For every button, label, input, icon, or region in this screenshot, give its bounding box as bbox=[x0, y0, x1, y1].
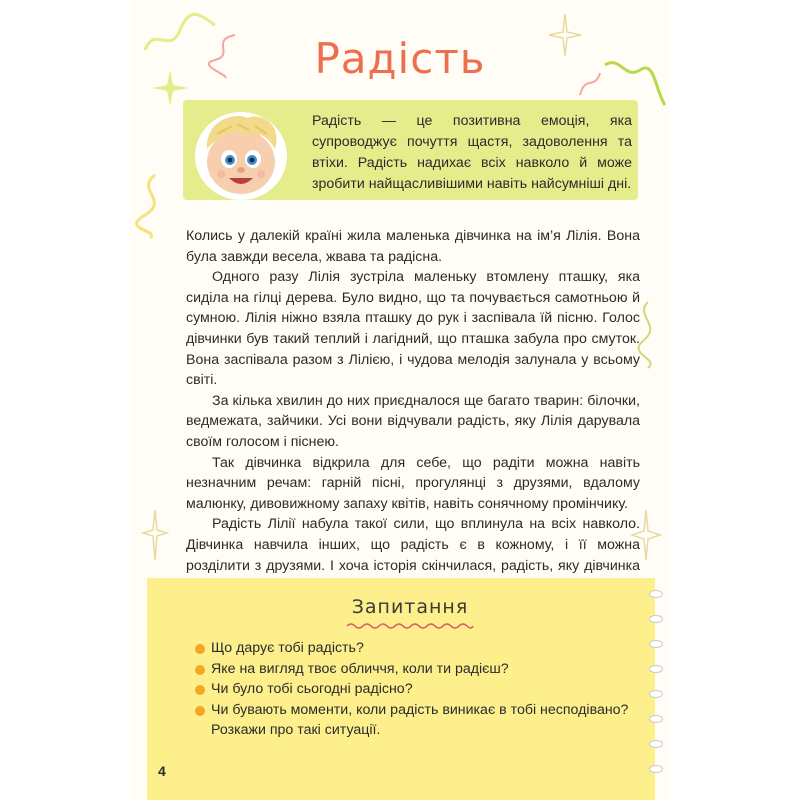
intro-text: Радість — це позитивна емоція, яка супроводжує почуття щастя, задоволення та втіхи. Радість надихає всіх навколо й може зробити найщасливішими навіть найсумніші дні. bbox=[312, 113, 632, 192]
bullet-icon bbox=[195, 644, 205, 654]
story-paragraph: Так дівчинка відкрила для себе, що радіти можна навіть незначним речам: гарній пісні, прогулянці з друзями, вдалому малюнку, дивовижному запаху квітів, навіть сонячному промінчику. bbox=[186, 454, 640, 512]
page-title: Радість bbox=[314, 34, 486, 83]
story-text bbox=[186, 226, 640, 597]
story-paragraph: Одного разу Лілія зустріла маленьку втомлену пташку, яка сиділа на гілці дерева. Було видно, що та почувається самотньою й сумною. Лілія ніжно взяла пташку до рук і заспівала їй пісню. Голос дівчинки був такий теплий і лагідний, що пташка забула про смуток. Вона заспівала разом з Лілією, і чудова мелодія залунала у всьому світі. bbox=[186, 269, 640, 389]
question-item bbox=[195, 659, 635, 680]
question-item bbox=[195, 700, 635, 741]
story-paragraph: За кілька хвилин до них приєдналося ще багато тварин: білочки, ведмежата, зайчики. Усі вони відчували радість, яку Лілія дарувала своїм голосом і піснею. bbox=[186, 392, 640, 450]
sparkle-icon bbox=[140, 505, 170, 565]
questions-title: Запитання bbox=[351, 596, 469, 618]
question-item bbox=[195, 638, 635, 659]
bullet-icon bbox=[195, 665, 205, 675]
boy-avatar-icon bbox=[187, 104, 295, 204]
story-paragraph: Радість Лілії набула такої сили, що вплинула на всіх навколо. Дівчинка навчила інших, що радість є в кожному, і її можна розділити з друзями. І хоча історія скінчилася, радість, яку дівчинка bbox=[186, 516, 640, 574]
question-text: Чи було тобі сьогодні радісно? bbox=[211, 681, 413, 697]
question-item bbox=[195, 679, 635, 700]
question-text: Яке на вигляд твоє обличчя, коли ти радієш? bbox=[211, 660, 509, 677]
bullet-icon bbox=[195, 706, 205, 716]
wavy-underline-icon bbox=[345, 621, 475, 631]
page-number: 4 bbox=[158, 763, 166, 779]
squiggle-icon bbox=[130, 170, 175, 240]
bullet-icon bbox=[195, 685, 205, 695]
question-text: Чи бувають моменти, коли радість виникає в тобі несподівано? Розкажи про такі ситуації. bbox=[211, 701, 629, 738]
question-text: Що дарує тобі радість? bbox=[211, 640, 364, 656]
story-paragraph: Колись у далекій країні жила маленька дівчинка на ім’я Лілія. Вона була завжди весела, жвава та радісна. bbox=[186, 228, 640, 265]
questions-list bbox=[195, 638, 635, 741]
